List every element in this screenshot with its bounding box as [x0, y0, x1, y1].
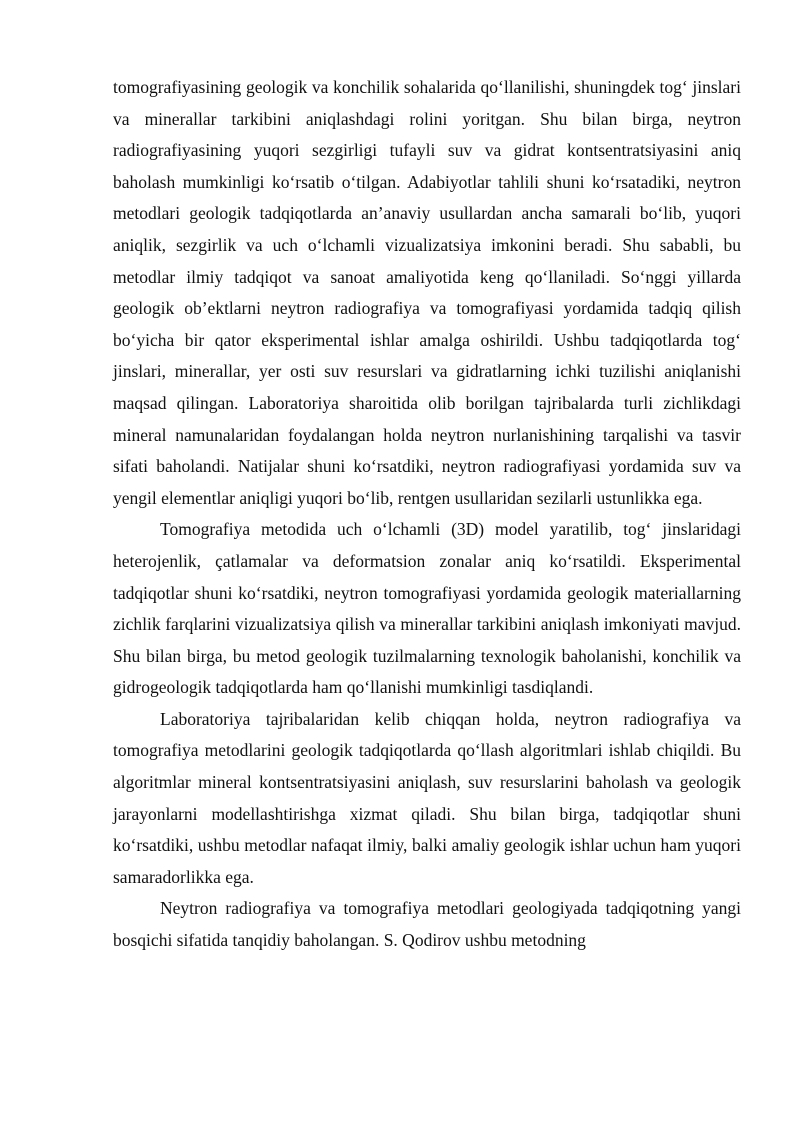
paragraph-continuation: tomografiyasining geologik va konchilik sohalarida qo‘llanilishi, shuningdek tog‘ jinslari va minerallar tarkibini aniqlashdagi rolini yoritgan. Shu bilan birga, neytron radiografiyasining yuqori sezgirligi tufayli suv va gidrat kontsentratsiyasini aniq baholash mumkinligi ko‘rsatib o‘tilgan. Adabiyotlar tahlili shuni ko‘rsatadiki, neytron metodlari geologik tadqiqotlarda an’anaviy usullardan ancha samarali bo‘lib, yuqori aniqlik, sezgirlik va uch o‘lchamli vizualizatsiya imkonini beradi. Shu sababli, bu metodlar ilmiy tadqiqot va sanoat amaliyotida keng qo‘llaniladi. So‘nggi yillarda geologik ob’ektlarni neytron radiografiya va tomografiyasi yordamida tadqiq qilish bo‘yicha bir qator eksperimental ishlar amalga oshirildi. Ushbu tadqiqotlarda tog‘ jinslari, minerallar, yer osti suv resurslari va gidratlarning ichki tuzilishi aniqlanishi maqsad qilingan. Laboratoriya sharoitida olib borilgan tajribalarda turli zichlikdagi mineral namunalaridan foydalangan holda neytron nurlanishining tarqalishi va tasvir sifati baholandi. Natijalar shuni ko‘rsatdiki, neytron radiografiyasi yordamida suv va yengil elementlar aniqligi yuqori bo‘lib, rentgen usullaridan sezilarli ustunlikka ega. [113, 77, 741, 508]
paragraph-tomography-3d: Tomografiya metodida uch o‘lchamli (3D) model yaratilib, tog‘ jinslaridagi heterojenlik, çatlamalar va deformatsion zonalar aniq ko‘rsatildi. Eksperimental tadqiqotlar shuni ko‘rsatdiki, neytron tomografiyasi yordamida geologik materiallarning zichlik farqlarini vizualizatsiya qilish va minerallar tarkibini aniqlash imkoniyati mavjud. Shu bilan birga, bu metod geologik tuzilmalarning texnologik baholanishi, konchilik va gidrogeologik tadqiqotlarda ham qo‘llanishi mumkinligi tasdiqlandi. [113, 519, 741, 698]
paragraph-critical-evaluation: Neytron radiografiya va tomografiya metodlari geologiyada tadqiqotning yangi bosqichi sifatida tanqidiy baholangan. S. Qodirov ushbu metodning [113, 898, 741, 951]
body-text [113, 72, 741, 957]
paragraph-laboratory-algorithms: Laboratoriya tajribalaridan kelib chiqqan holda, neytron radiografiya va tomografiya metodlarini geologik tadqiqotlarda qo‘llash algoritmlari ishlab chiqildi. Bu algoritmlar mineral kontsentratsiyasini aniqlash, suv resurslarini baholash va geologik jarayonlarni modellashtirishga xizmat qiladi. Shu bilan birga, tadqiqotlar shuni ko‘rsatdiki, ushbu metodlar nafaqat ilmiy, balki amaliy geologik ishlar uchun ham yuqori samaradorlikka ega. [113, 708, 741, 887]
